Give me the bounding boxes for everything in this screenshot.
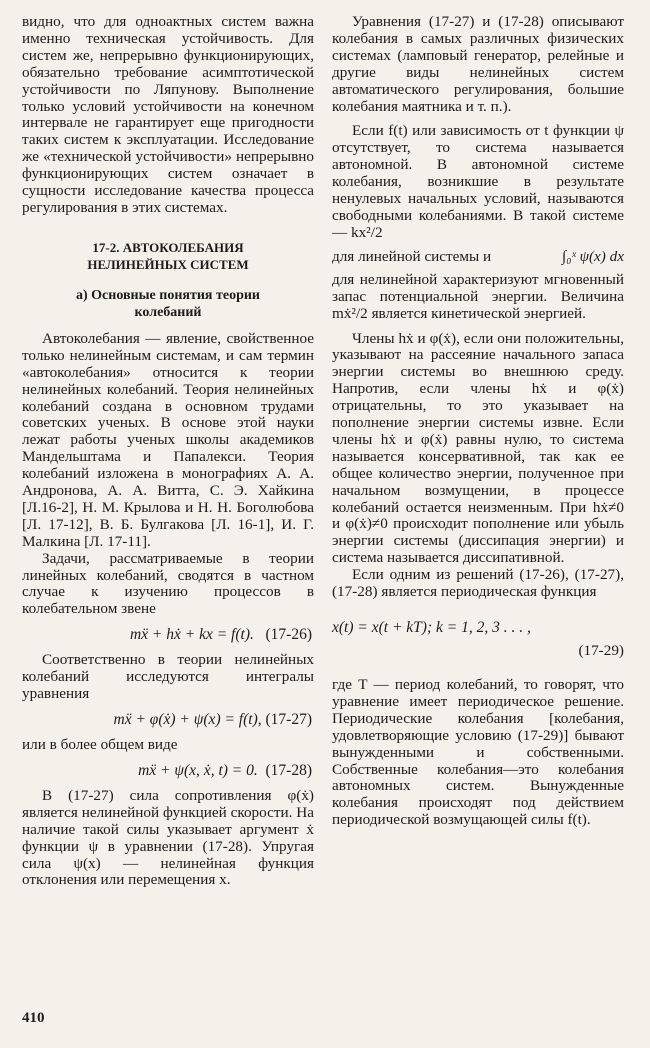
paragraph: Автоколебания — явление, свойственное только нелинейным системам, и сам термин «автоколебания» относится к теории нелинейных колебаний. Теория нелинейных колебаний создана в основном трудами советских ученых. В основе этой науки лежат работы ученых школы академиков Мандельштама и Папалекси. Теория колебаний изложена в монографиях А. А. Андронова, А. А. Витта, С. Э. Хайкина [Л.16-2], Н. М. Крылова и Н. Н. Боголюбова [Л. 17-12], В. Б. Булгакова [Л. 16-1], И. Г. Малкина [Л. 17-11]. bbox=[22, 329, 314, 550]
equation-number: (17-26) bbox=[265, 626, 312, 644]
paragraph: видно, что для одноактных систем важна именно техническая устойчивость. Для систем же, непрерывно функционирующих, обязательно требование асимптотической устойчивости по Ляпунову. Выполнение только условий устойчивости на конечном интервале не гарантирует еще пригодности таких систем к эксплуатации. Исследование же «технической устойчивости» непрерывно функционирующих систем означает в сущности исследование качества процесса регулирования в этих системах. bbox=[22, 13, 314, 216]
equation-body: mẍ + hẋ + kx = f(t). bbox=[129, 626, 254, 644]
paragraph: или в более общем виде bbox=[22, 736, 178, 753]
subsection-heading-line: а) Основные понятия теории bbox=[76, 287, 260, 303]
equation-17-29 bbox=[332, 617, 624, 639]
paragraph: В (17-27) сила сопротивления φ(ẋ) является нелинейной функцией скорости. На наличие такой силы указывает аргумент ẋ функции ψ в уравнении (17-28). Упругая сила ψ(x) — нелинейная функция отклонения или перемещения x. bbox=[22, 786, 314, 889]
section-heading-line: 17-2. АВТОКОЛЕБАНИЯ bbox=[92, 239, 244, 255]
equation-17-26 bbox=[22, 624, 314, 646]
paragraph: для нелинейной характеризуют мгновенный запас потенциальной энергии. Величина mẋ²/2 является кинетической энергией. bbox=[332, 270, 624, 322]
subsection-heading bbox=[22, 287, 314, 321]
left-column bbox=[22, 14, 314, 889]
equation-number: (17-27) bbox=[265, 711, 312, 728]
section-heading-line: НЕЛИНЕЙНЫХ СИСТЕМ bbox=[87, 256, 249, 272]
paragraph: Соответственно в теории нелинейных колебаний исследуются интегралы уравнения bbox=[22, 651, 314, 703]
integral-line bbox=[332, 246, 624, 268]
equation-body: mẍ + φ(ẋ) + ψ(x) = f(t), bbox=[113, 711, 262, 728]
integral-lead-text: для линейной системы и bbox=[332, 247, 492, 265]
equation-17-28 bbox=[22, 760, 314, 782]
section-heading bbox=[22, 239, 314, 273]
equation-body: mẍ + ψ(x, ẋ, t) = 0. bbox=[138, 761, 258, 779]
paragraph: где T — период колебаний, то говорят, что уравнение имеет периодическое решение. Периодические колебания [колебания, удовлетворяющие условию (17-29)] бывают вынужденными и собственными. Собственные колебания—это колебания автономных систем. Вынужденные колебания происходят под действием периодической возмущающей силы f(t). bbox=[332, 676, 624, 829]
paragraph: Если одним из решений (17-26), (17-27), (17-28) является периодическая функция bbox=[332, 566, 624, 601]
page-number: 410 bbox=[22, 1010, 45, 1026]
paragraph: Если f(t) или зависимость от t функции ψ отсутствует, то система называется автономной. В автономной системе колебания, возникшие в результате ненулевых начальных условий, называются свободными колебаниями. В такой системе — kx²/2 bbox=[332, 122, 624, 241]
equation-17-27 bbox=[22, 709, 314, 731]
paragraph: Уравнения (17-27) и (17-28) описывают колебания в самых различных физических системах (ламповый генератор, релейные и другие виды нелинейных систем автоматического регулирования, большие колебания маятника и т. п.). bbox=[332, 13, 624, 115]
integral-expression: ∫₀ˣ ψ(x) dx bbox=[562, 247, 624, 265]
subsection-heading-line: колебаний bbox=[134, 304, 202, 320]
right-column bbox=[332, 14, 624, 829]
equation-body: x(t) = x(t + kT); k = 1, 2, 3 . . . , bbox=[332, 619, 531, 636]
paragraph: Члены hẋ и φ(ẋ), если они положительны, указывают на рассеяние начального запаса энергии системы во внешнюю среду. Напротив, если члены hẋ и φ(ẋ) отрицательны, то это указывает на пополнение энергии системы извне. Если члены hẋ и φ(ẋ) равны нулю, то система называется консервативной, так как ее общее количество энергии, полученное при начальном возмущении, в процессе колебаний остается неизменным. При hẋ≠0 и φ(ẋ)≠0 происходит пополнение или убыль энергии системы (диссипация энергии) и система называется диссипативной. bbox=[332, 329, 624, 567]
paragraph: Задачи, рассматриваемые в теории линейных колебаний, сводятся в частном случае к изучению процессов в колебательном звене bbox=[22, 549, 314, 618]
equation-number: (17-29) bbox=[578, 642, 624, 659]
equation-number: (17-28) bbox=[265, 761, 312, 779]
